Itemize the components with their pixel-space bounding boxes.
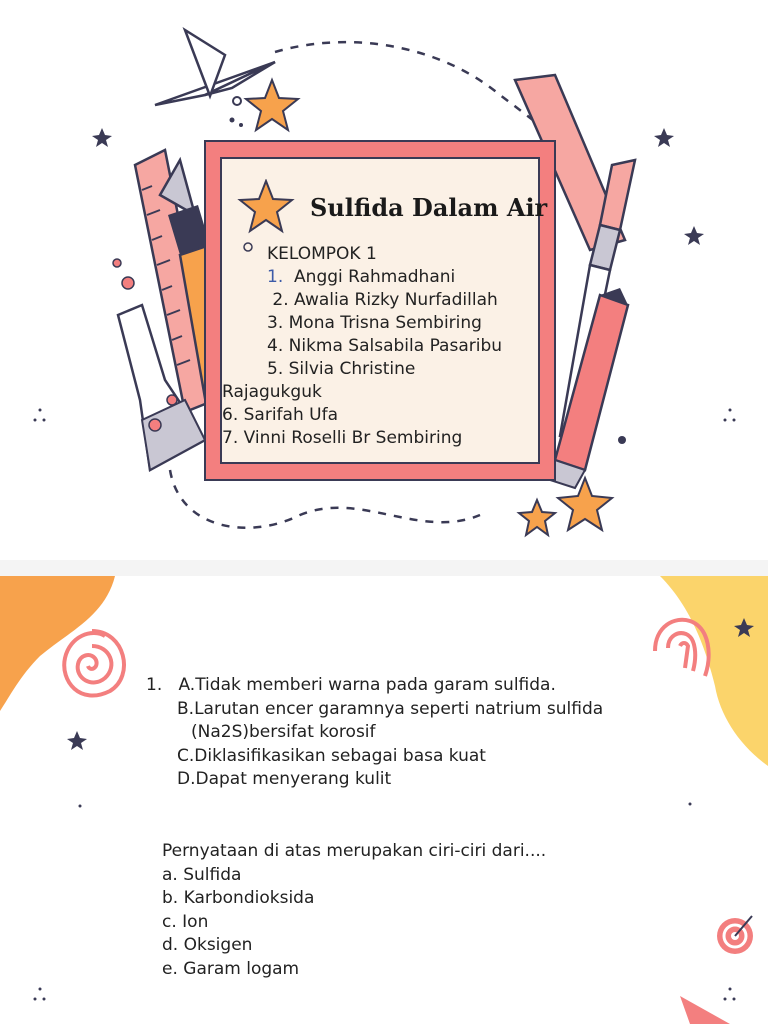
- orange-blob: [0, 576, 115, 711]
- title-frame: [204, 140, 556, 481]
- option-d[interactable]: d. Oksigen: [162, 935, 253, 955]
- target-icon: [717, 916, 753, 954]
- question-statements: [146, 674, 603, 792]
- group-label: KELOMPOK 1: [267, 244, 377, 264]
- pink-corner-shape: [680, 996, 730, 1024]
- list-item: 1. Anggi Rahmadhani: [267, 267, 456, 287]
- list-item: 6. Sarifah Ufa: [222, 405, 338, 425]
- list-item: 2. Awalia Rizky Nurfadillah: [267, 290, 498, 310]
- list-item: C.Diklasifikasikan sebagai basa kuat: [177, 745, 486, 766]
- list-item: 5. Silvia Christine: [267, 359, 416, 379]
- option-e[interactable]: e. Garam logam: [162, 958, 300, 979]
- paper-plane-icon: [155, 30, 275, 105]
- option-b[interactable]: b. Karbondioksida: [162, 888, 315, 908]
- question-text: Pernyataan di atas merupakan ciri-ciri dari....: [162, 841, 547, 861]
- list-item: B.Larutan encer garamnya seperti natrium sulfida: [177, 698, 604, 719]
- list-item: Rajagukguk: [222, 382, 322, 402]
- question-number: 1.: [146, 675, 163, 695]
- list-item: 3. Mona Trisna Sembiring: [267, 313, 482, 333]
- yellow-blob: [660, 576, 768, 766]
- spiral-icon: [64, 631, 124, 696]
- rainbow-icon: [655, 620, 709, 676]
- option-c[interactable]: c. Ion: [162, 911, 209, 932]
- star-icon: [246, 80, 298, 130]
- answer-options: [162, 840, 546, 981]
- question-slide: [0, 576, 768, 1024]
- list-item: 1. A.Tidak memberi warna pada garam sulfida.: [146, 675, 556, 695]
- option-a[interactable]: a. Sulfida: [162, 864, 242, 885]
- list-item: D.Dapat menyerang kulit: [177, 769, 392, 789]
- list-item: (Na2S)bersifat korosif: [191, 722, 376, 742]
- sparkle-icon: [67, 731, 87, 750]
- list-item: 7. Vinni Roselli Br Sembiring: [222, 428, 463, 448]
- title-card: [220, 157, 548, 464]
- slide-title: Sulfida Dalam Air: [310, 193, 548, 222]
- list-item: 4. Nikma Salsabila Pasaribu: [267, 336, 503, 356]
- member-list: [222, 243, 537, 450]
- star-icon: [519, 500, 555, 535]
